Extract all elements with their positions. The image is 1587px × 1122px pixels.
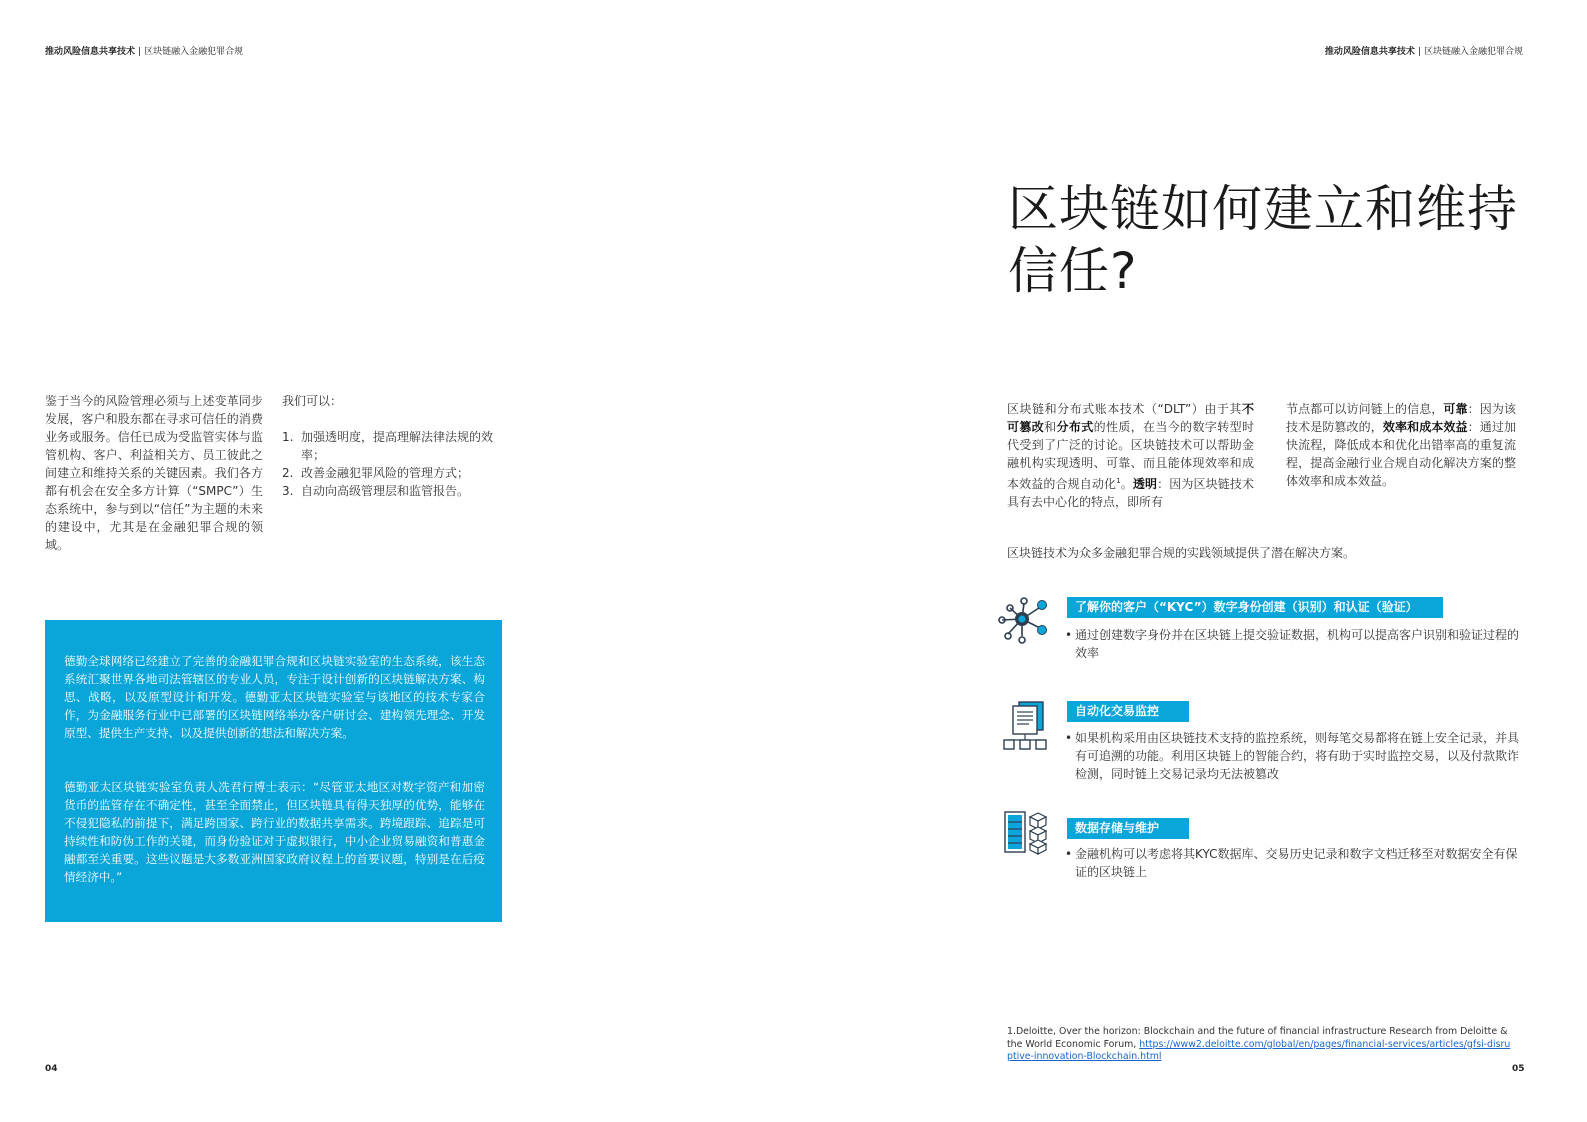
numbered-list bbox=[282, 428, 497, 500]
bullet-dot: • bbox=[1065, 847, 1073, 861]
footnote-text: 1.Deloitte, Over the horizon: Blockchain and the future of financial infrastructure Research from Deloitte & the World Economic Forum, bbox=[1007, 1026, 1508, 1050]
text-run: ：因为区块链技术具有去中心化的特点，即所有 bbox=[1007, 477, 1254, 509]
text-run: ：因为该技术是防篡改的， bbox=[1286, 402, 1516, 434]
left-intro-paragraph: 鉴于当今的风险管理必须与上述变革同步发展，客户和股东都在寻求可信任的消费业务或服务。信任已成为受监管实体与监管机构、客户、利益相关方、员工彼此之间建立和维持关系的关键因素。我们各方都有机会在安全多方计算（“SMPC”）生态系统中，参与到以“信任”为主题的未来的建设中，尤其是在金融犯罪合规的领域。 bbox=[45, 394, 263, 552]
footnote bbox=[1007, 1026, 1512, 1064]
text-run: 。 bbox=[1120, 477, 1133, 491]
right-col-1-paragraph bbox=[1007, 400, 1254, 511]
callout-paragraph-2: 德勤亚太区块链实验室负责人冼君行博士表示：“尽管亚太地区对数字资产和加密货币的监管存在不确定性，甚至全面禁止，但区块链具有得天独厚的优势，能够在不侵犯隐私的前提下，满足跨国家、跨行业的数据共享需求。跨境跟踪、追踪是可持续性和防伪工作的关键，而身份验证对于虚拟银行，中小企业贸易融资和普惠金融都至关重要。这些议题是大多数亚洲国家政府议程上的首要议题，特别是在后疫情经济中。” bbox=[64, 780, 485, 884]
document-blocks-icon bbox=[1001, 700, 1049, 752]
header-left-bold: 推动风险信息共享技术 bbox=[45, 47, 136, 57]
bullet-text: 通过创建数字身份并在区块链上提交验证数据，机构可以提高客户识别和验证过程的效率 bbox=[1075, 628, 1520, 660]
emphasis-transparent: 透明 bbox=[1132, 477, 1158, 491]
emphasis-reliable: 可靠 bbox=[1443, 402, 1468, 416]
list-item-number: 3. bbox=[282, 484, 294, 498]
emphasis-efficiency: 效率和成本效益 bbox=[1382, 420, 1468, 434]
header-left-sep: | bbox=[138, 47, 142, 57]
callout-paragraph-1: 德勤全球网络已经建立了完善的金融犯罪合规和区块链实验室的生态系统，该生态系统汇聚世界各地司法管辖区的专业人员，专注于设计创新的区块链解决方案、构思、战略，以及原型设计和开发。德勤亚太区块链实验室与该地区的技术专家合作，为金融服务行业中已部署的区块链网络举办客户研讨会、建构领先理念、开发原型、提供生产支持、以及提供创新的想法和解决方案。 bbox=[64, 654, 485, 740]
list-item-text: 加强透明度，提高理解法律法规的效率； bbox=[301, 430, 494, 462]
header-left bbox=[45, 44, 243, 57]
list-item-number: 2. bbox=[282, 466, 294, 480]
footnote-marker: 1 bbox=[1116, 477, 1121, 485]
network-nodes-icon bbox=[996, 596, 1052, 646]
text-run: 节点都可以访问链上的信息， bbox=[1286, 402, 1444, 416]
header-right bbox=[1325, 44, 1523, 57]
header-right-rest: 区块链融入金融犯罪合规 bbox=[1423, 47, 1523, 57]
text-run: 和 bbox=[1044, 420, 1057, 434]
bullet-text: 如果机构采用由区块链技术支持的监控系统，则每笔交易都将在链上安全记录，并具有可追溯的功能。利用区块链上的智能合约，将有助于实时监控交易，以及付款欺诈检测，同时链上交易记录均无法被篡改 bbox=[1075, 731, 1520, 781]
list-item bbox=[282, 428, 497, 464]
section-tag-data-storage: 数据存储与维护 bbox=[1067, 818, 1189, 839]
emphasis-immutable: 不可篡改 bbox=[1007, 402, 1254, 434]
header-right-bold: 推动风险信息共享技术 bbox=[1324, 47, 1415, 57]
left-list-block bbox=[282, 392, 497, 500]
list-item-text: 自动向高级管理层和监管报告。 bbox=[301, 484, 470, 498]
page-number-right: 05 bbox=[1512, 1064, 1525, 1074]
section-kyc-bullet bbox=[1065, 626, 1521, 662]
right-col-2-paragraph bbox=[1286, 400, 1516, 490]
bullet-dot: • bbox=[1065, 731, 1073, 745]
footnote-link[interactable]: https://www2.deloitte.com/global/en/pages/financial-services/articles/gfsi-disruptive-innovation-Blockchain.html bbox=[1007, 1038, 1511, 1062]
header-right-sep: | bbox=[1417, 47, 1421, 57]
bullet-dot: • bbox=[1065, 628, 1073, 642]
text-run: 区块链和分布式账本技术（“DLT”）由于其 bbox=[1007, 402, 1242, 416]
list-item bbox=[282, 482, 497, 500]
section-storage-bullet bbox=[1065, 845, 1527, 881]
server-cubes-icon bbox=[1002, 810, 1054, 856]
solutions-intro: 区块链技术为众多金融犯罪合规的实践领域提供了潜在解决方案。 bbox=[1007, 546, 1356, 560]
text-run: ：通过加快流程，降低成本和优化出错率高的重复流程，提高金融行业合规自动化解决方案的整体效率和成本效益。 bbox=[1286, 420, 1516, 488]
page-number-left: 04 bbox=[45, 1064, 58, 1074]
list-item bbox=[282, 464, 497, 482]
list-item-number: 1. bbox=[282, 430, 294, 444]
text-run: 的性质，在当今的数字转型时代受到了广泛的讨论。区块链技术可以帮助金融机构实现透明、可靠、而且能体现效率和成本效益的合规自动化 bbox=[1007, 420, 1254, 491]
deloitte-blockchain-lab-callout bbox=[45, 620, 502, 922]
emphasis-distributed: 分布式 bbox=[1056, 420, 1094, 434]
section-tag-transaction-monitoring: 自动化交易监控 bbox=[1067, 701, 1189, 722]
list-lead: 我们可以： bbox=[282, 394, 343, 408]
page-title: 区块链如何建立和维持信任? bbox=[1008, 180, 1518, 300]
section-tag-kyc: 了解你的客户（“KYC”）数字身份创建（识别）和认证（验证） bbox=[1067, 597, 1443, 618]
section-transaction-bullet bbox=[1065, 729, 1521, 783]
header-left-rest: 区块链融入金融犯罪合规 bbox=[144, 47, 244, 57]
bullet-text: 金融机构可以考虑将其KYC数据库、交易历史记录和数字文档迁移至对数据安全有保证的区块链上 bbox=[1075, 847, 1518, 879]
list-item-text: 改善金融犯罪风险的管理方式； bbox=[301, 466, 470, 480]
